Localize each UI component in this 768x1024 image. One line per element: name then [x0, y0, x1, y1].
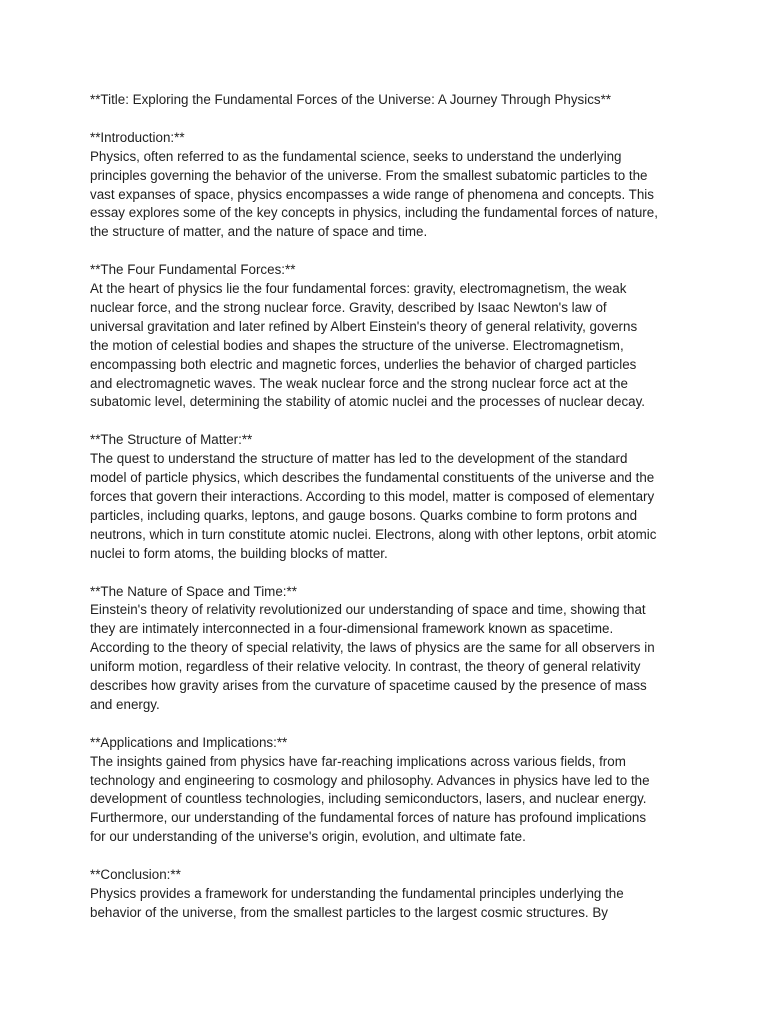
paragraph-line: encompassing both electric and magnetic forces, underlies the behavior of charged particles: [90, 356, 637, 372]
section-paragraph: [90, 148, 690, 243]
section-nature-of-space-and-time: [90, 583, 690, 715]
paragraph-line: and energy.: [90, 696, 160, 712]
paragraph-line: essay explores some of the key concepts in physics, including the fundamental forces of nature,: [90, 205, 658, 221]
paragraph-line: Physics provides a framework for understanding the fundamental principles underlying the: [90, 885, 624, 901]
section-heading: **The Nature of Space and Time:**: [90, 583, 297, 599]
section-introduction: [90, 129, 690, 242]
section-structure-of-matter: [90, 431, 690, 563]
paragraph-line: nuclei to form atoms, the building blocks of matter.: [90, 545, 388, 561]
paragraph-line: nuclear force, and the strong nuclear force. Gravity, described by Isaac Newton's law of: [90, 299, 607, 315]
document-page: [90, 91, 690, 942]
paragraph-line: model of particle physics, which describes the fundamental constituents of the universe and the: [90, 470, 655, 486]
paragraph-line: The quest to understand the structure of matter has led to the development of the standard: [90, 451, 628, 467]
section-paragraph: [90, 450, 690, 563]
section-heading: **The Structure of Matter:**: [90, 432, 253, 448]
section-heading: **The Four Fundamental Forces:**: [90, 262, 296, 278]
section-paragraph: [90, 280, 690, 412]
paragraph-line: At the heart of physics lie the four fundamental forces: gravity, electromagnetism, the weak: [90, 281, 627, 297]
paragraph-line: universal gravitation and later refined by Albert Einstein's theory of general relativity, governs: [90, 318, 638, 334]
paragraph-line: principles governing the behavior of the universe. From the smallest subatomic particles to the: [90, 167, 648, 183]
section-conclusion: [90, 866, 690, 923]
section-heading: **Applications and Implications:**: [90, 734, 288, 750]
section-paragraph: [90, 601, 690, 714]
paragraph-line: According to the theory of special relativity, the laws of physics are the same for all observers in: [90, 640, 655, 656]
paragraph-line: neutrons, which in turn constitute atomic nuclei. Electrons, along with other leptons, orbit atomic: [90, 526, 657, 542]
paragraph-line: they are intimately interconnected in a four-dimensional framework known as spacetime.: [90, 621, 614, 637]
paragraph-line: uniform motion, regardless of their relative velocity. In contrast, the theory of general relativity: [90, 659, 641, 675]
section-paragraph: [90, 753, 690, 848]
section-paragraph: [90, 885, 690, 923]
paragraph-line: for our understanding of the universe's origin, evolution, and ultimate fate.: [90, 829, 526, 845]
paragraph-line: The insights gained from physics have far-reaching implications across various fields, from: [90, 753, 626, 769]
paragraph-line: the structure of matter, and the nature of space and time.: [90, 224, 428, 240]
paragraph-line: forces that govern their interactions. According to this model, matter is composed of elementary: [90, 488, 655, 504]
paragraph-line: Einstein's theory of relativity revolutionized our understanding of space and time, showing that: [90, 602, 646, 618]
paragraph-line: subatomic level, determining the stability of atomic nuclei and the processes of nuclear decay.: [90, 394, 646, 410]
paragraph-line: particles, including quarks, leptons, and gauge bosons. Quarks combine to form protons and: [90, 507, 638, 523]
paragraph-line: and electromagnetic waves. The weak nuclear force and the strong nuclear force act at the: [90, 375, 628, 391]
paragraph-line: the motion of celestial bodies and shapes the structure of the universe. Electromagnetism,: [90, 337, 624, 353]
section-heading: **Conclusion:**: [90, 867, 181, 883]
paragraph-line: development of countless technologies, including semiconductors, lasers, and nuclear energy.: [90, 791, 647, 807]
paragraph-line: technology and engineering to cosmology and philosophy. Advances in physics have led to the: [90, 772, 650, 788]
paragraph-line: describes how gravity arises from the curvature of spacetime caused by the presence of mass: [90, 678, 647, 694]
paragraph-line: vast expanses of space, physics encompasses a wide range of phenomena and concepts. This: [90, 186, 654, 202]
paragraph-line: Physics, often referred to as the fundamental science, seeks to understand the underlying: [90, 148, 622, 164]
section-four-fundamental-forces: [90, 261, 690, 412]
section-applications-and-implications: [90, 734, 690, 847]
document-title: **Title: Exploring the Fundamental Forces of the Universe: A Journey Through Physics**: [90, 92, 612, 107]
section-heading: **Introduction:**: [90, 129, 185, 145]
paragraph-line: behavior of the universe, from the smallest particles to the largest cosmic structures. By: [90, 904, 608, 920]
paragraph-line: Furthermore, our understanding of the fundamental forces of nature has profound implications: [90, 810, 647, 826]
